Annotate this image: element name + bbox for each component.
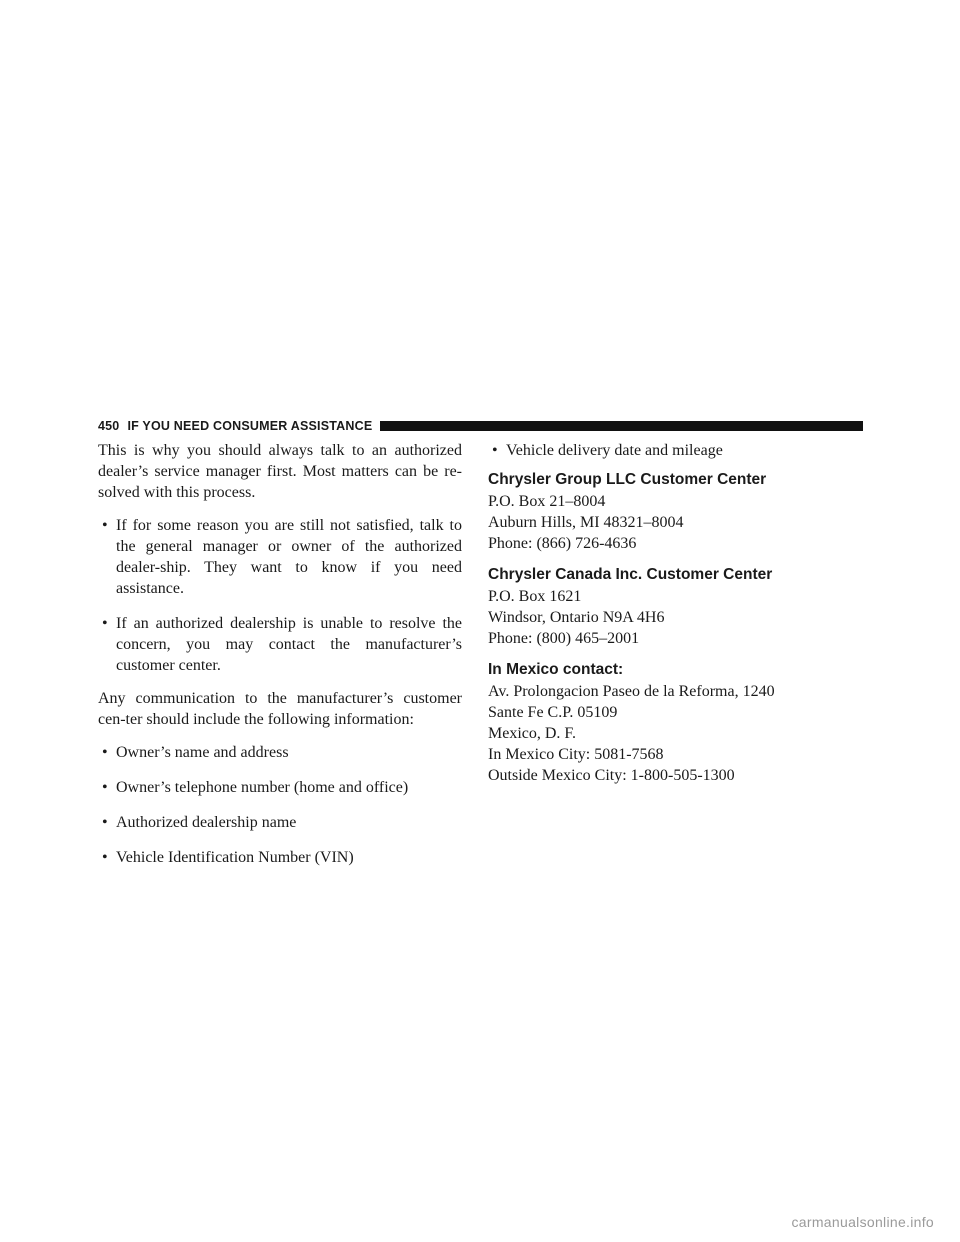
contact-heading-chrysler-canada: Chrysler Canada Inc. Customer Center <box>488 566 773 583</box>
list-item: • Vehicle delivery date and mileage <box>492 442 723 459</box>
communication-paragraph: Any communication to the manufacturer’s customer cen-ter should include the following information: <box>98 690 462 728</box>
page-header <box>98 418 863 434</box>
bullet-icon: • <box>102 744 108 761</box>
bullet-icon: • <box>102 615 108 632</box>
bullet-icon: • <box>492 442 498 459</box>
information-list-continued <box>488 440 868 461</box>
header-rule <box>380 421 863 431</box>
section-title: IF YOU NEED CONSUMER ASSISTANCE <box>127 419 373 433</box>
escalation-list <box>98 515 462 676</box>
contact-address-chrysler-canada: P.O. Box 1621 Windsor, Ontario N9A 4H6 Phone: (800) 465–2001 <box>488 588 665 647</box>
list-item: • Authorized dealership name <box>102 814 297 831</box>
list-item: • If for some reason you are still not satisfied, talk to the general manager or owner of the authorized dealer-ship. They want to know if you need assistance. <box>102 517 462 597</box>
list-item: • Vehicle Identification Number (VIN) <box>102 849 354 866</box>
left-column <box>98 440 462 882</box>
list-item: • Owner’s telephone number (home and office) <box>102 779 409 796</box>
contact-address-mexico: Av. Prolongacion Paseo de la Reforma, 1240 Sante Fe C.P. 05109 Mexico, D. F. In Mexico City: 5081-7568 Outside Mexico City: 1-800-505-1300 <box>488 683 775 784</box>
intro-paragraph: This is why you should always talk to an authorized dealer’s service manager first. Most matters can be re-solved with this process. <box>98 442 462 501</box>
right-column <box>488 440 868 797</box>
bullet-icon: • <box>102 779 108 796</box>
list-item: • Owner’s name and address <box>102 744 289 761</box>
bullet-icon: • <box>102 517 108 534</box>
information-list <box>98 742 462 868</box>
bullet-icon: • <box>102 849 108 866</box>
watermark: carmanualsonline.info <box>791 1214 934 1230</box>
contact-heading-mexico: In Mexico contact: <box>488 661 624 678</box>
contact-address-chrysler-group: P.O. Box 21–8004 Auburn Hills, MI 48321–8004 Phone: (866) 726-4636 <box>488 493 684 552</box>
list-item: • If an authorized dealership is unable to resolve the concern, you may contact the manufacturer’s customer center. <box>102 615 462 674</box>
contact-heading-chrysler-group: Chrysler Group LLC Customer Center <box>488 471 767 488</box>
bullet-icon: • <box>102 814 108 831</box>
page-number: 450 <box>98 419 120 433</box>
